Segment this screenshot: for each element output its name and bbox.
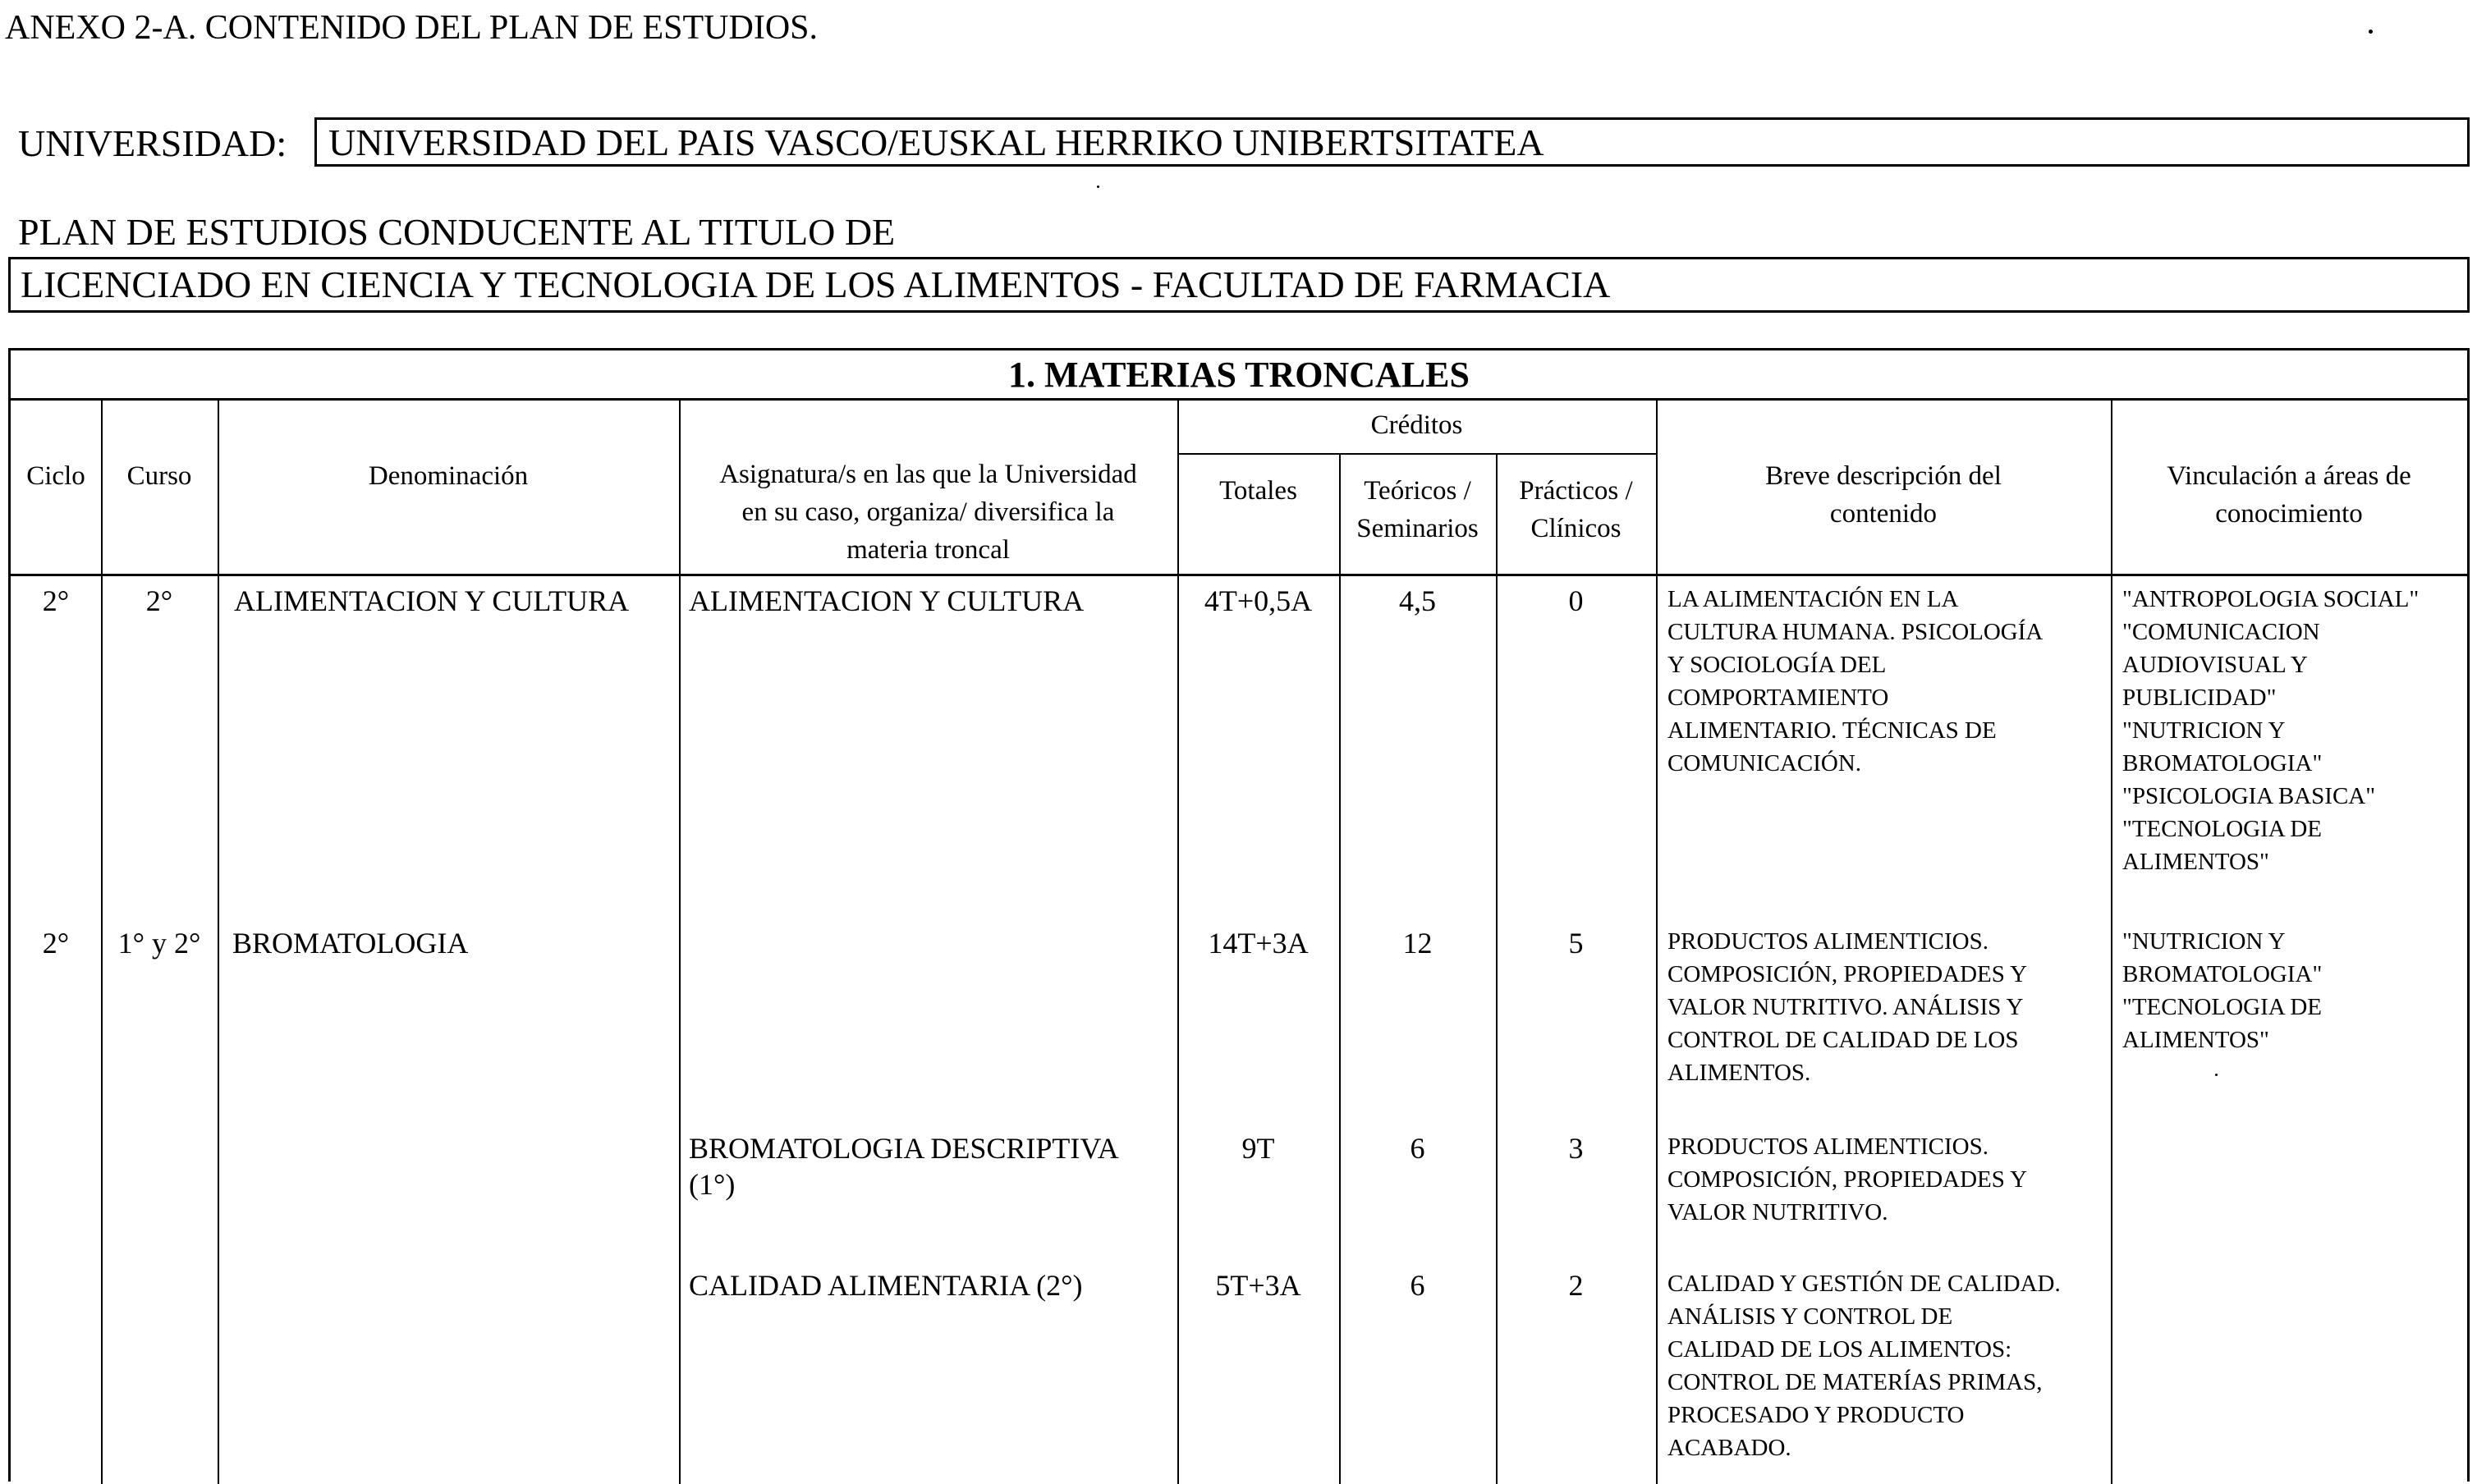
row3-teoricos: 6 (1410, 1132, 1425, 1165)
header-practicos-line2: Clínicos (1530, 514, 1622, 543)
area-line: "PSICOLOGIA BASICA" (2122, 783, 2376, 809)
scan-speck (1097, 186, 1099, 188)
area-line: "TECNOLOGIA DE (2122, 994, 2323, 1020)
header-vinculacion-line1: Vinculación a áreas de (2167, 461, 2411, 491)
row1-ciclo: 2° (42, 584, 70, 617)
materias-troncales-table (8, 348, 2470, 1482)
row1-descripcion (1667, 583, 2111, 780)
desc-line: CALIDAD Y GESTIÓN DE CALIDAD. (1667, 1271, 2061, 1297)
row1-totales: 4T+0,5A (1204, 584, 1313, 617)
row1-asignatura: ALIMENTACION Y CULTURA (689, 584, 1085, 617)
titulo-field: LICENCIADO EN CIENCIA Y TECNOLOGIA DE LOS ALIMENTOS - FACULTAD DE FARMACIA (8, 257, 2470, 313)
header-practicos-line1: Prácticos / (1519, 476, 1633, 506)
area-line: AUDIOVISUAL Y (2122, 652, 2308, 678)
row4-teoricos: 6 (1410, 1269, 1425, 1302)
header-teoricos (1339, 472, 1496, 547)
desc-line: CALIDAD DE LOS ALIMENTOS: (1667, 1336, 2012, 1363)
header-asignatura-line2: en su caso, organiza/ diversifica la (741, 497, 1115, 527)
area-line: BROMATOLOGIA" (2122, 961, 2323, 987)
asignatura-line: (1°) (689, 1168, 736, 1201)
column-divider (2111, 401, 2112, 1484)
header-descripcion-line2: contenido (1829, 499, 1938, 529)
header-asignatura-line3: materia troncal (846, 535, 1010, 565)
asignatura-line: BROMATOLOGIA DESCRIPTIVA (689, 1132, 1119, 1165)
header-vinculacion-line2: conocimiento (2215, 499, 2363, 529)
desc-line: ALIMENTOS. (1667, 1060, 1811, 1086)
row3-practicos: 3 (1568, 1132, 1584, 1165)
universidad-label: UNIVERSIDAD: (18, 122, 287, 164)
row2-practicos: 5 (1568, 927, 1584, 960)
row2-ciclo: 2° (42, 927, 70, 960)
column-divider (1656, 401, 1658, 1484)
area-line: "NUTRICION Y (2122, 928, 2286, 955)
creditos-divider (1177, 453, 1656, 455)
header-asignatura (679, 456, 1177, 569)
row1-practicos: 0 (1568, 584, 1584, 617)
header-practicos (1496, 472, 1656, 547)
header-vinculacion (2111, 457, 2467, 533)
desc-line: ACABADO. (1667, 1435, 1791, 1461)
row1-curso: 2° (145, 584, 173, 617)
area-line: "ANTROPOLOGIA SOCIAL" (2122, 586, 2420, 612)
row2-vinculacion (2122, 925, 2467, 1056)
desc-line: CULTURA HUMANA. PSICOLOGÍA (1667, 619, 2044, 645)
header-denominacion: Denominación (368, 461, 529, 491)
desc-line: LA ALIMENTACIÓN EN LA (1667, 586, 1959, 612)
row2-denominacion: BROMATOLOGIA (232, 927, 469, 960)
desc-line: COMPORTAMIENTO (1667, 685, 1889, 711)
row1-teoricos: 4,5 (1399, 584, 1436, 617)
area-line: "COMUNICACION (2122, 619, 2320, 645)
row4-descripcion (1667, 1267, 2111, 1464)
area-line: "NUTRICION Y (2122, 717, 2286, 744)
row4-totales: 5T+3A (1215, 1269, 1301, 1302)
header-totales: Totales (1219, 476, 1297, 506)
desc-line: Y SOCIOLOGÍA DEL (1667, 652, 1887, 678)
header-teoricos-line2: Seminarios (1356, 514, 1479, 543)
scan-speck (2369, 30, 2373, 34)
row4-asignatura (689, 1267, 1173, 1303)
asignatura-line: CALIDAD ALIMENTARIA (2°) (689, 1269, 1083, 1302)
area-line: "TECNOLOGIA DE (2122, 816, 2323, 842)
row4-practicos: 2 (1568, 1269, 1584, 1302)
row1-vinculacion (2122, 583, 2467, 878)
desc-line: PRODUCTOS ALIMENTICIOS. (1667, 928, 1989, 955)
document-heading: ANEXO 2-A. CONTENIDO DEL PLAN DE ESTUDIOS. (5, 9, 819, 47)
row3-asignatura (689, 1130, 1173, 1202)
area-line: BROMATOLOGIA" (2122, 750, 2323, 776)
desc-line: CONTROL DE CALIDAD DE LOS (1667, 1027, 2019, 1053)
desc-line: COMPOSICIÓN, PROPIEDADES Y (1667, 1166, 2028, 1193)
section-title: 1. MATERIAS TRONCALES (11, 350, 2467, 401)
area-line: PUBLICIDAD" (2122, 685, 2277, 711)
row2-curso: 1° y 2° (117, 927, 201, 960)
scan-speck (2215, 1074, 2218, 1076)
header-asignatura-line1: Asignatura/s en las que la Universidad (719, 460, 1137, 489)
desc-line: COMPOSICIÓN, PROPIEDADES Y (1667, 961, 2028, 987)
area-line: ALIMENTOS" (2122, 1027, 2269, 1053)
row2-totales: 14T+3A (1208, 927, 1309, 960)
header-creditos: Créditos (1370, 410, 1463, 440)
desc-line: ALIMENTARIO. TÉCNICAS DE (1667, 717, 1997, 744)
desc-line: CONTROL DE MATERÍAS PRIMAS, (1667, 1369, 2043, 1395)
plan-label: PLAN DE ESTUDIOS CONDUCENTE AL TITULO DE (18, 211, 896, 253)
header-bottom-border (11, 574, 2467, 576)
area-line: ALIMENTOS" (2122, 849, 2269, 875)
universidad-field: UNIVERSIDAD DEL PAIS VASCO/EUSKAL HERRIKO UNIBERTSITATEA (314, 117, 2470, 167)
row2-descripcion (1667, 925, 2111, 1089)
desc-line: ANÁLISIS Y CONTROL DE (1667, 1303, 1953, 1330)
desc-line: VALOR NUTRITIVO. ANÁLISIS Y (1667, 994, 2024, 1020)
header-descripcion-line1: Breve descripción del (1765, 461, 2002, 491)
row2-teoricos: 12 (1402, 927, 1433, 960)
header-descripcion (1656, 457, 2111, 533)
header-curso: Curso (126, 461, 192, 491)
desc-line: VALOR NUTRITIVO. (1667, 1199, 1888, 1225)
row1-denominacion: ALIMENTACION Y CULTURA (234, 584, 630, 617)
desc-line: PROCESADO Y PRODUCTO (1667, 1402, 1965, 1428)
header-teoricos-line1: Teóricos / (1364, 476, 1471, 506)
header-ciclo: Ciclo (26, 461, 85, 491)
row3-totales: 9T (1241, 1132, 1275, 1165)
desc-line: COMUNICACIÓN. (1667, 750, 1862, 776)
column-divider (218, 401, 219, 1484)
desc-line: PRODUCTOS ALIMENTICIOS. (1667, 1134, 1989, 1160)
row3-descripcion (1667, 1130, 2111, 1229)
